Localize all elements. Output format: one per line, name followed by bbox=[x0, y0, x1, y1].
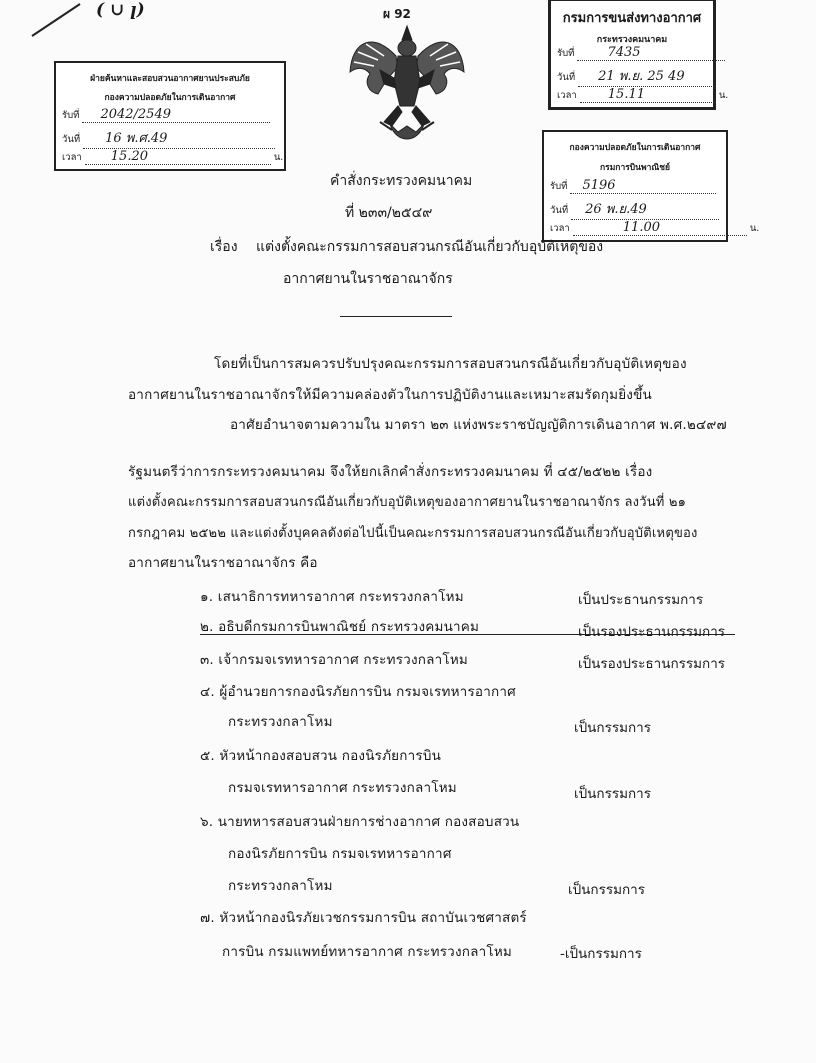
stamp-right-top-date-value: 21 พ.ย. 25 49 bbox=[578, 65, 716, 87]
member-6-line1: ๖. นายทหารสอบสวนฝ่ายการช่างอากาศ กองสอบสวน bbox=[200, 814, 520, 830]
garuda-emblem-icon bbox=[344, 22, 470, 150]
order-title: คำสั่งกระทรวงคมนาคม bbox=[330, 173, 473, 189]
stamp-right-mid-date-label: วันที่ bbox=[550, 205, 569, 216]
body-line-5: แต่งตั้งคณะกรรมการสอบสวนกรณีอันเกี่ยวกับอุบัติเหตุของอากาศยานในราชอาณาจักร ลงวันที่ ๒๑ bbox=[128, 495, 687, 510]
stamp-right-top-no-row bbox=[557, 45, 725, 61]
stamp-left-time-row bbox=[62, 149, 283, 165]
member-3-role: เป็นรองประธานกรรมการ bbox=[578, 656, 726, 672]
member-4-role: เป็นกรรมการ bbox=[574, 720, 651, 736]
heading-divider bbox=[340, 316, 452, 317]
form-code: ผ 92 bbox=[383, 7, 411, 21]
stamp-right-top-time-suffix: น. bbox=[718, 90, 729, 101]
member-7-role: -เป็นกรรมการ bbox=[560, 946, 642, 962]
corner-slash-mark bbox=[28, 0, 88, 40]
member-3-line1: ๓. เจ้ากรมจเรทหารอากาศ กระทรวงกลาโหม bbox=[200, 652, 469, 668]
body-line-2: อากาศยานในราชอาณาจักรให้มีความคล่องตัวในการปฏิบัติงานและเหมาะสมรัดกุมยิ่งขึ้น bbox=[128, 387, 652, 403]
stamp-left-line2: กองความปลอดภัยในการเดินอากาศ bbox=[104, 93, 236, 103]
stamp-right-top-date-label: วันที่ bbox=[557, 72, 576, 83]
body-line-6: กรกฎาคม ๒๕๒๒ และแต่งตั้งบุคคลดังต่อไปนี้เป็นคณะกรรมการสอบสวนกรณีอันเกี่ยวกับอุบัติเหตุของ bbox=[128, 526, 698, 541]
stamp-left-time-label: เวลา bbox=[62, 152, 82, 163]
member-2-underline bbox=[200, 634, 735, 635]
stamp-right-top-no-label: รับที่ bbox=[557, 48, 575, 59]
stamp-right-mid-time-value: 11.00 bbox=[573, 220, 747, 236]
body-line-7: อากาศยานในราชอาณาจักร คือ bbox=[128, 555, 318, 571]
body-line-4: รัฐมนตรีว่าการกระทรวงคมนาคม จึงให้ยกเลิกคำสั่งกระทรวงคมนาคม ที่ ๔๕/๒๕๒๒ เรื่อง bbox=[128, 464, 653, 480]
stamp-left-no-value: 2042/2549 bbox=[82, 107, 270, 123]
stamp-right-top-time-label: เวลา bbox=[557, 90, 577, 101]
member-2-role: เป็นรองประธานกรรมการ bbox=[578, 624, 726, 640]
body-line-3: อาศัยอำนาจตามความใน มาตรา ๒๓ แห่งพระราชบัญญัติการเดินอากาศ พ.ศ.๒๔๙๗ bbox=[230, 417, 727, 433]
stamp-left-no-row bbox=[62, 107, 270, 123]
right-top-receipt-stamp bbox=[548, 0, 729, 110]
corner-handwritten-mark: ( ∪ ꞁ) bbox=[96, 0, 145, 20]
member-6-role: เป็นกรรมการ bbox=[568, 882, 645, 898]
order-number: ที่ ๒๓๓/๒๕๔๙ bbox=[345, 205, 433, 221]
stamp-right-mid-date-row bbox=[550, 198, 719, 220]
stamp-right-mid-time-row bbox=[550, 220, 759, 236]
member-4-line2: กระทรวงกลาโหม bbox=[228, 714, 333, 730]
stamp-left-time-suffix: น. bbox=[273, 152, 284, 163]
stamp-left-time-value: 15.20 bbox=[85, 149, 271, 165]
member-7-line2: การบิน กรมแพทย์ทหารอากาศ กระทรวงกลาโหม bbox=[222, 944, 513, 960]
stamp-right-mid-time-suffix: น. bbox=[749, 223, 760, 234]
stamp-right-top-time-row bbox=[557, 87, 728, 103]
stamp-right-top-no-value: 7435 bbox=[577, 45, 725, 61]
stamp-left-line1: ฝ่ายค้นหาและสอบสวนอากาศยานประสบภัย bbox=[90, 74, 250, 84]
right-mid-receipt-stamp bbox=[542, 130, 760, 242]
stamp-right-top-time-value: 15.11 bbox=[580, 87, 716, 103]
subject-line1: แต่งตั้งคณะกรรมการสอบสวนกรณีอันเกี่ยวกับอุบัติเหตุของ bbox=[256, 239, 604, 255]
subject-label: เรื่อง bbox=[210, 239, 238, 255]
stamp-right-top-title: กรมการขนส่งทางอากาศ bbox=[562, 11, 702, 26]
stamp-left-date-label: วันที่ bbox=[62, 134, 81, 145]
member-5-line2: กรมจเรทหารอากาศ กระทรวงกลาโหม bbox=[228, 780, 457, 796]
stamp-right-top-date-row bbox=[557, 65, 716, 87]
stamp-right-mid-no-row bbox=[550, 178, 716, 194]
stamp-left-date-row bbox=[62, 127, 275, 149]
member-6-line3: กระทรวงกลาโหม bbox=[228, 878, 333, 894]
stamp-right-mid-line2: กรมการบินพาณิชย์ bbox=[599, 163, 671, 173]
member-5-role: เป็นกรรมการ bbox=[574, 786, 651, 802]
member-1-line1: ๑. เสนาธิการทหารอากาศ กระทรวงกลาโหม bbox=[200, 589, 464, 605]
body-line-1: โดยที่เป็นการสมควรปรับปรุงคณะกรรมการสอบสวนกรณีอันเกี่ยวกับอุบัติเหตุของ bbox=[214, 356, 687, 372]
member-6-line2: กองนิรภัยการบิน กรมจเรทหารอากาศ bbox=[228, 846, 452, 862]
member-7-line1: ๗. หัวหน้ากองนิรภัยเวชกรรมการบิน สถาบันเวชศาสตร์ bbox=[200, 910, 527, 926]
stamp-right-top-subtitle: กระทรวงคมนาคม bbox=[596, 35, 668, 45]
stamp-right-mid-time-label: เวลา bbox=[550, 223, 570, 234]
stamp-right-mid-line1: กองความปลอดภัยในการเดินอากาศ bbox=[569, 143, 701, 153]
subject-line2: อากาศยานในราชอาณาจักร bbox=[283, 271, 453, 287]
stamp-left-no-label: รับที่ bbox=[62, 110, 80, 121]
member-4-line1: ๔. ผู้อำนวยการกองนิรภัยการบิน กรมจเรทหารอากาศ bbox=[200, 684, 516, 700]
stamp-right-mid-no-label: รับที่ bbox=[550, 181, 568, 192]
stamp-right-mid-no-value: 5196 bbox=[570, 178, 716, 194]
member-1-role: เป็นประธานกรรมการ bbox=[578, 592, 704, 608]
left-receipt-stamp bbox=[54, 61, 286, 171]
stamp-left-date-value: 16 พ.ศ.49 bbox=[83, 127, 275, 149]
member-5-line1: ๕. หัวหน้ากองสอบสวน กองนิรภัยการบิน bbox=[200, 748, 442, 764]
stamp-right-mid-date-value: 26 พ.ย.49 bbox=[571, 198, 719, 220]
member-2-line1: ๒. อธิบดีกรมการบินพาณิชย์ กระทรวงคมนาคม bbox=[200, 619, 480, 635]
